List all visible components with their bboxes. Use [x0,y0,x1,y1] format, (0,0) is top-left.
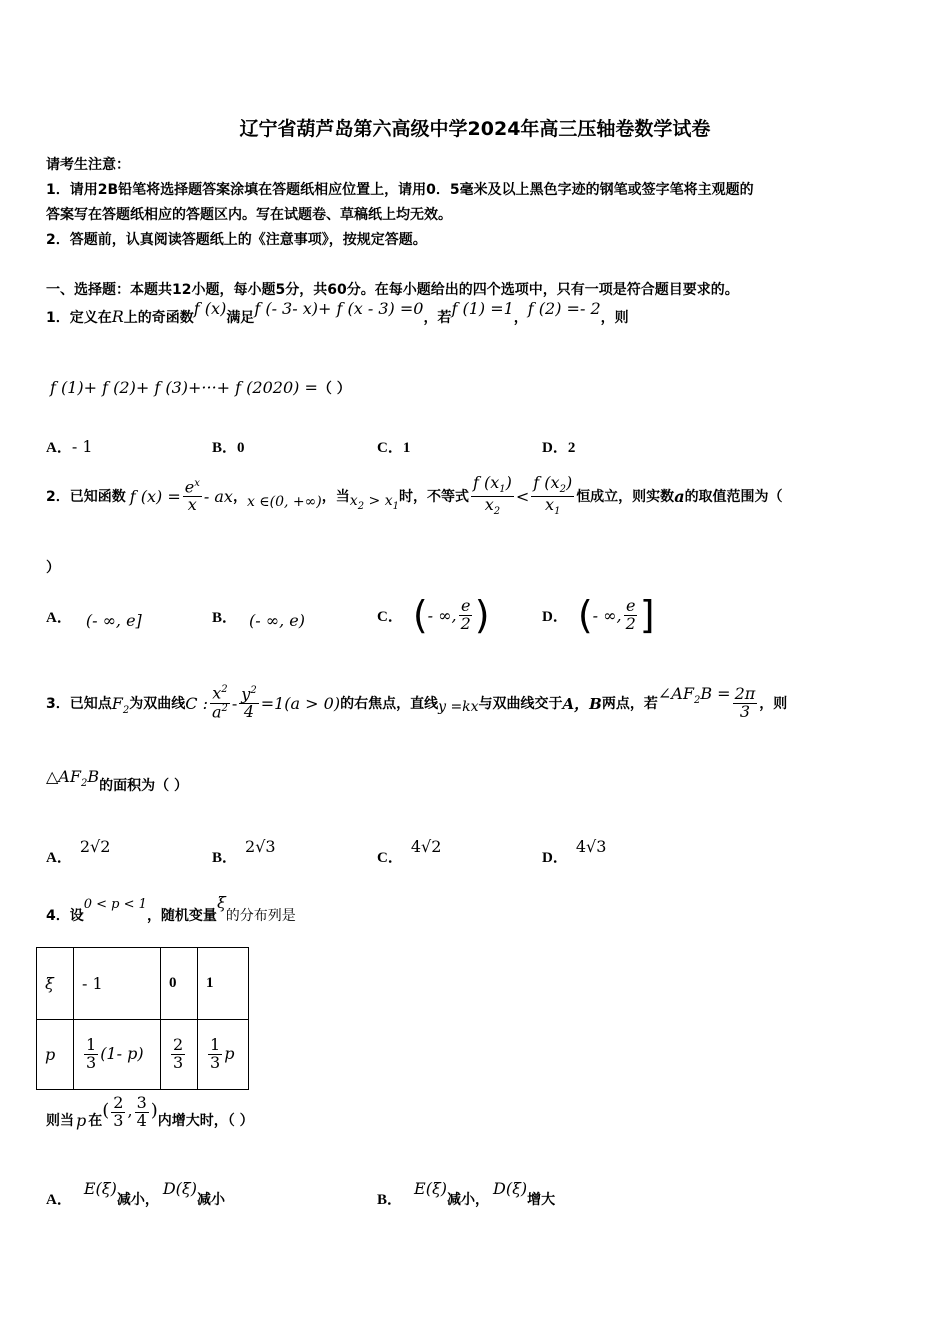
q1-option-b[interactable]: B．0 [212,440,245,456]
notice-line-3: 2．答题前，认真阅读答题纸上的《注意事项》，按规定答题。 [46,232,427,248]
q1-option-d[interactable]: D．2 [542,440,576,456]
q2-option-c[interactable]: C． ( - ∞, $\frac{e}{2}$ ) [377,593,490,637]
question-2-cont: ） [46,560,60,576]
question-3-cont: $\triangle AF_2B$的面积为（ ） [46,767,188,794]
notice-heading: 请考生注意： [46,157,130,173]
q2-option-b[interactable]: B． (- ∞, e) [212,609,305,630]
q4-option-a[interactable]: A．E(ξ)减小，D(ξ)减小 [46,1179,225,1208]
q1-option-c[interactable]: C．1 [377,440,411,456]
q2-option-d[interactable]: D． ( - ∞, $\frac{e}{2}$ ] [542,593,655,637]
question-2: 2．已知函数 f (x) = $\frac{e^x}{x}$ - ax ， x ∈(0, +∞) ，当 $x_2 > x_1$ 时，不等式 $\frac{f (x_1)}{x_2}$ < $\frac{f (x_2)}{x_1}$ 恒成立，则实数 a 的取值范围为（ [46,472,783,517]
table-row: ξ - 1 0 1 [37,948,249,1020]
q3-option-a[interactable]: A．2√2 [46,837,111,866]
question-1: 1．定义在R上的奇函数f (x)满足f (- 3- x)+ f (x - 3) =0，若f (1) =1，f (2) =- 2，则 [46,299,629,326]
question-4: 4．设0 < p < 1，随机变量ξ的分布列是 [46,893,296,924]
question-3: 3．已知点 $F_2$ 为双曲线 C : $\frac{x^2}{a^2}$ - $\frac{y^2}{4}$ =1(a > 0) 的右焦点，直线 y =kx 与双曲线交于 A，B 两点，若 $\angle AF_2B$ = $\frac{2\pi}{3}$ ，则 [46,683,788,721]
question-4-cont: 则当 p 在 ( $\frac{2}{3}$ , $\frac{3}{4}$ ) 内增大时，（ ） [46,1092,254,1130]
table-row: p $\frac{1}{3}$ (1- p) $\frac{2}{3}$ $\frac{1}{3}$ p [37,1020,249,1090]
q3-option-b[interactable]: B．2√3 [212,837,276,866]
q1-option-a[interactable]: A．- 1 [46,437,93,456]
q3-option-d[interactable]: D．4√3 [542,837,607,866]
q3-option-c[interactable]: C．4√2 [377,837,442,866]
page-title: 辽宁省葫芦岛第六高级中学2024年高三压轴卷数学试卷 [239,118,711,140]
q4-option-b[interactable]: B．E(ξ)减小，D(ξ)增大 [377,1179,556,1208]
question-1-sum: f (1)+ f (2)+ f (3)+···+ f (2020) =（ ） [50,378,351,397]
notice-line-1: 1．请用2B铅笔将选择题答案涂填在答题纸相应位置上，请用0．5毫米及以上黑色字迹的钢笔或签字笔将主观题的 [46,182,754,198]
q2-option-a[interactable]: A． (- ∞, e] [46,609,142,630]
distribution-table [36,947,249,1090]
section-heading: 一、选择题：本题共12小题，每小题5分，共60分。在每小题给出的四个选项中，只有一项是符合题目要求的。 [46,282,739,298]
notice-line-2: 答案写在答题纸相应的答题区内。写在试题卷、草稿纸上均无效。 [46,207,452,223]
